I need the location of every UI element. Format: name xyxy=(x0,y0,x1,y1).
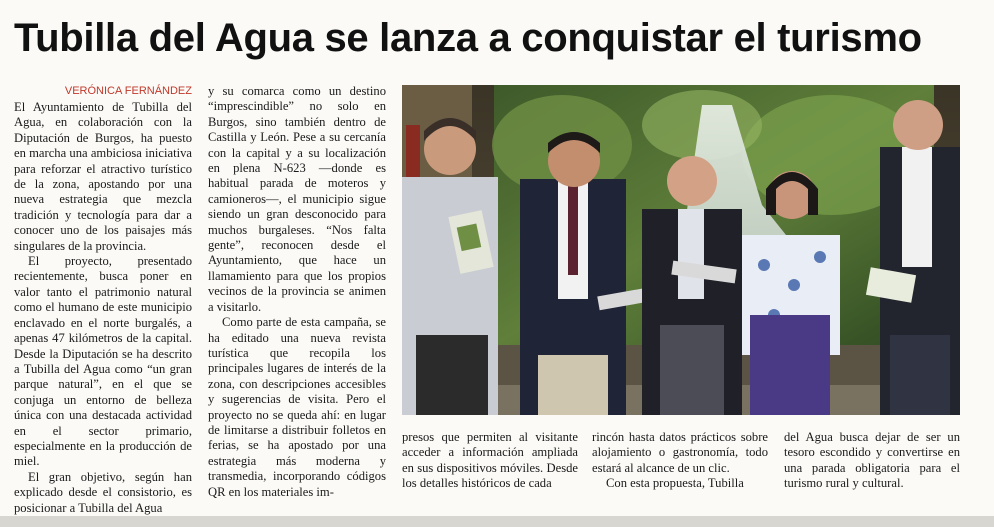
article-column-2 xyxy=(208,84,386,500)
headline: Tubilla del Agua se lanza a conquistar el turismo xyxy=(14,16,922,60)
paragraph: y su comarca como un destino “imprescindible” no solo en Burgos, sino también dentro de Castilla y León. Pese a su cercanía con la capital y a su localización en plena N-623 —donde es habitual parada de moteros y camioneros—, el municipio sigue siendo un gran desconocido para muchos burgaleses. “Nos falta gente”, reconocen desde el Ayuntamiento, que hace un llamamiento para que los propios vecinos de la provincia se animen a visitarlo. xyxy=(208,84,386,314)
article-column-1 xyxy=(14,84,192,516)
article-column-4 xyxy=(592,430,768,492)
paragraph: Como parte de esta campaña, se ha editado una nueva revista turística que recopila los principales lugares de interés de la zona, con descripciones accesibles y sugerencias de visita. Pero el proyecto no se queda ahí: en lugar de limitarse a distribuir folletos en ferias, se ha apostado por una estrategia más moderna y transmedia, incorporando códigos QR en los materiales im- xyxy=(208,315,386,499)
photo-illustration xyxy=(402,85,960,415)
press-photo xyxy=(402,85,960,415)
byline: VERÓNICA FERNÁNDEZ xyxy=(64,85,192,97)
paragraph: El proyecto, presentado recientemente, busca poner en valor tanto el patrimonio natural como el humano de este municipio enclavado en el norte burgalés, a apenas 47 kilómetros de la capital. Desde la Diputación se ha descrito a Tubilla del Agua como “un gran parque natural”, en el que se conjuga un entorno de belleza única con una destacada actividad en el sector primario, especialmente en la producción de miel. xyxy=(14,254,192,469)
article-column-5 xyxy=(784,430,960,492)
article-column-3 xyxy=(402,430,578,492)
paragraph: del Agua busca dejar de ser un tesoro escondido y convertirse en una parada obligatoria para el turismo rural y cultural. xyxy=(784,430,960,491)
paragraph: El gran objetivo, según han explicado desde el consistorio, es posicionar a Tubilla del Agua xyxy=(14,469,192,515)
paragraph: rincón hasta datos prácticos sobre alojamiento o gastronomía, todo estará al alcance de un clic. xyxy=(592,430,768,475)
paragraph: El Ayuntamiento de Tubilla del Agua, en colaboración con la Diputación de Burgos, ha puesto en marcha una ambiciosa iniciativa para reforzar el atractivo turístico de la zona, apostando por una nueva estrategia que mezcla tradición y tecnología para dar a conocer uno de los paisajes más singulares de la provincia. xyxy=(14,100,192,253)
page-bottom-rule xyxy=(0,516,994,527)
paragraph: presos que permiten al visitante acceder a información ampliada en sus dispositivos móviles. Desde los detalles históricos de cada xyxy=(402,430,578,491)
paragraph: Con esta propuesta, Tubilla xyxy=(606,476,744,491)
